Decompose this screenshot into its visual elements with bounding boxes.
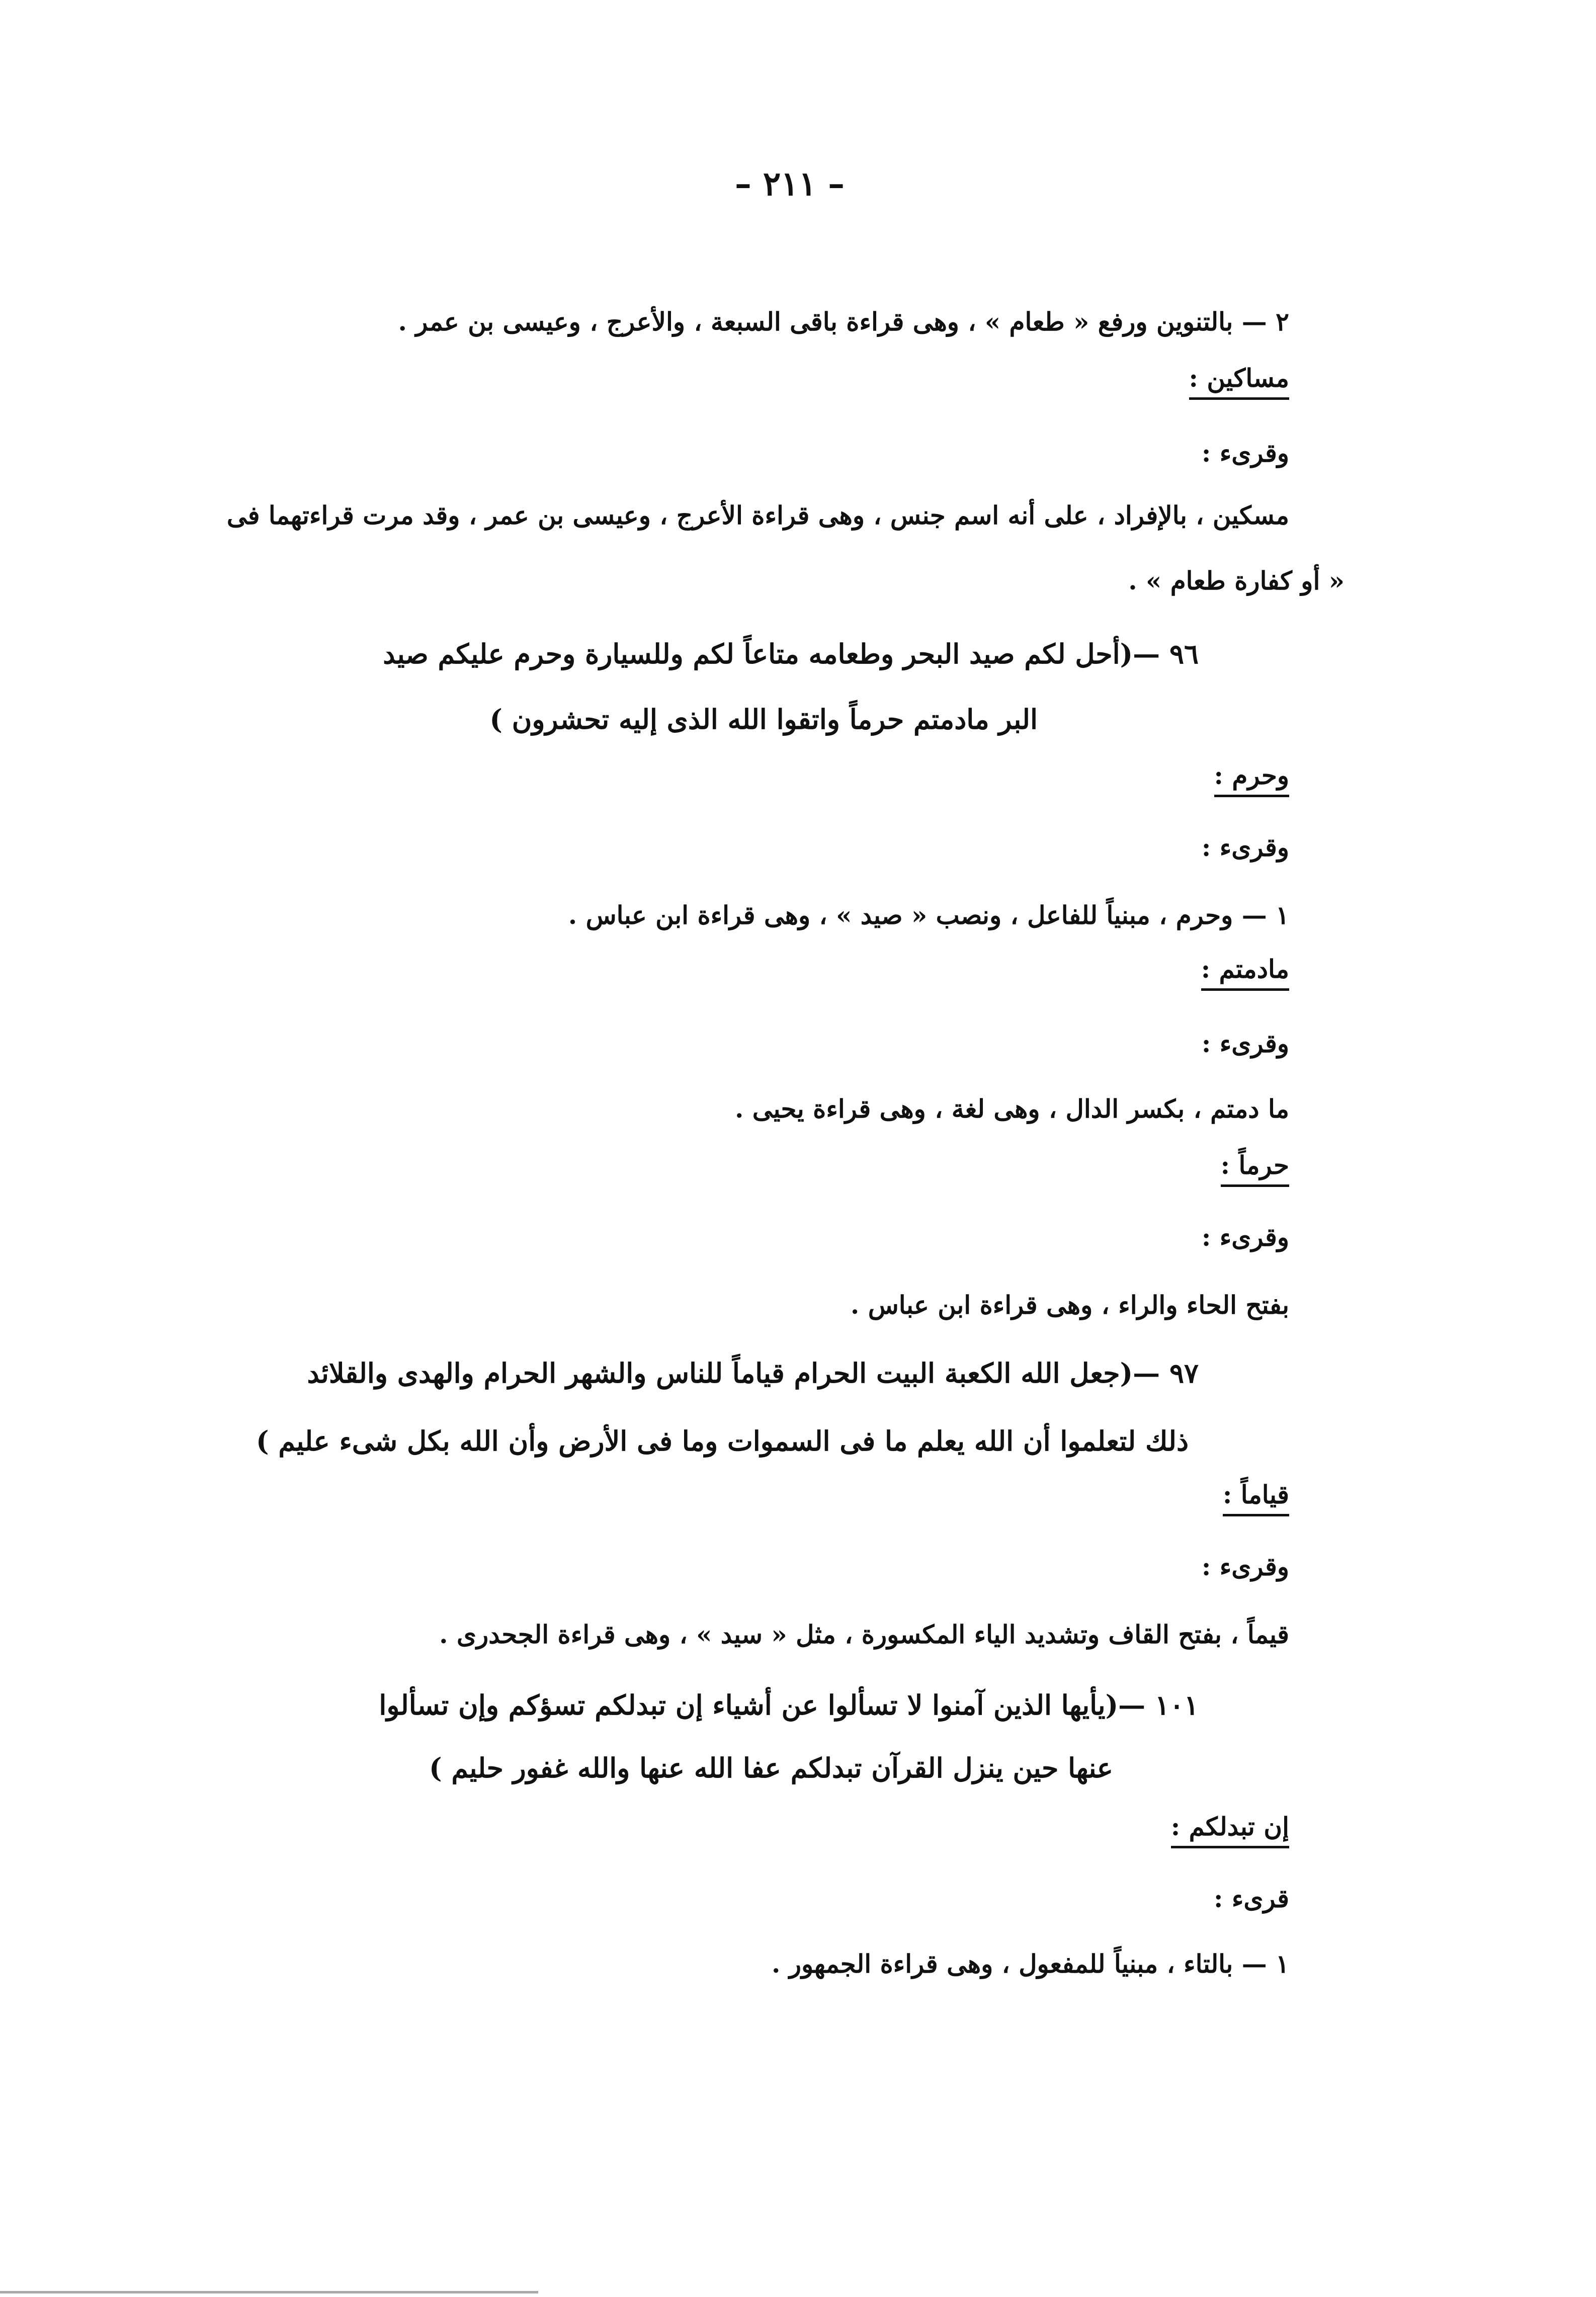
qurie-label: قرىء : <box>1214 1884 1289 1913</box>
reading-haraman: بفتح الحاء والراء ، وهى قراءة ابن عباس . <box>850 1290 1289 1320</box>
verse-101-line-2: عنها حين ينزل القرآن تبدلكم عفا الله عنها والله غفور حليم ) <box>429 1752 1113 1784</box>
heading-madumtum: مادمتم : <box>1201 953 1289 991</box>
verse-97-line-2: ذلك لتعلموا أن الله يعلم ما فى السموات وما فى الأرض وأن الله بكل شىء عليم ) <box>256 1425 1189 1457</box>
heading-masakin: مساكين : <box>1189 362 1289 400</box>
reading-qayyiman: قيماً ، بفتح القاف وتشديد الياء المكسورة ، مثل « سيد » ، وهى قراءة الجحدرى . <box>439 1620 1289 1649</box>
verse-96-line-1: ٩٦ —(أحل لكم صيد البحر وطعامه متاعاً لكم وللسيارة وحرم عليكم صيد <box>383 638 1199 670</box>
qurie-label: وقرىء : <box>1201 1222 1289 1252</box>
verse-97-line-1: ٩٧ —(جعل الله الكعبة البيت الحرام قياماً للناس والشهر الحرام والهدى والقلائد <box>307 1357 1199 1389</box>
page-number: – ٢١١ – <box>734 164 845 203</box>
heading-qiyaman: قياماً : <box>1223 1479 1289 1516</box>
reading-ma-dimtum: ما دمتم ، بكسر الدال ، وهى لغة ، وهى قراءة يحيى . <box>734 1094 1289 1124</box>
reading-miskin: مسكين ، بالإفراد ، على أنه اسم جنس ، وهى قراءة الأعرج ، وعيسى بن عمر ، وقد مرت قراءتهما فى <box>226 500 1289 530</box>
heading-huruman: حرماً : <box>1221 1149 1289 1187</box>
scan-edge-line <box>0 2291 538 2293</box>
reading-harrama: ١ — وحرم ، مبنياً للفاعل ، ونصب « صيد » ، وهى قراءة ابن عباس . <box>568 900 1289 930</box>
verse-101-line-1: ١٠١ —(يأيها الذين آمنوا لا تسألوا عن أشياء إن تبدلكم تسؤكم وإن تسألوا <box>379 1689 1199 1721</box>
verse-96-line-2: البر مادمتم حرماً واتقوا الله الذى إليه تحشرون ) <box>489 703 1038 735</box>
heading-in-tubdalakum: إن تبدلكم : <box>1171 1811 1289 1848</box>
heading-wahurrim: وحرم : <box>1214 759 1289 797</box>
reading-miskin-continuation: « أو كفارة طعام » . <box>1128 566 1345 595</box>
qurie-label: وقرىء : <box>1201 1552 1289 1581</box>
qurie-label: وقرىء : <box>1201 1029 1289 1058</box>
qurie-label: وقرىء : <box>1201 438 1289 468</box>
qurie-label: وقرىء : <box>1201 832 1289 862</box>
reading-line-2-tanwin: ٢ — بالتنوين ورفع « طعام » ، وهى قراءة باقى السبعة ، والأعرج ، وعيسى بن عمر . <box>398 307 1289 336</box>
reading-tubdalakum: ١ — بالتاء ، مبنياً للمفعول ، وهى قراءة الجمهور . <box>772 1949 1289 1979</box>
